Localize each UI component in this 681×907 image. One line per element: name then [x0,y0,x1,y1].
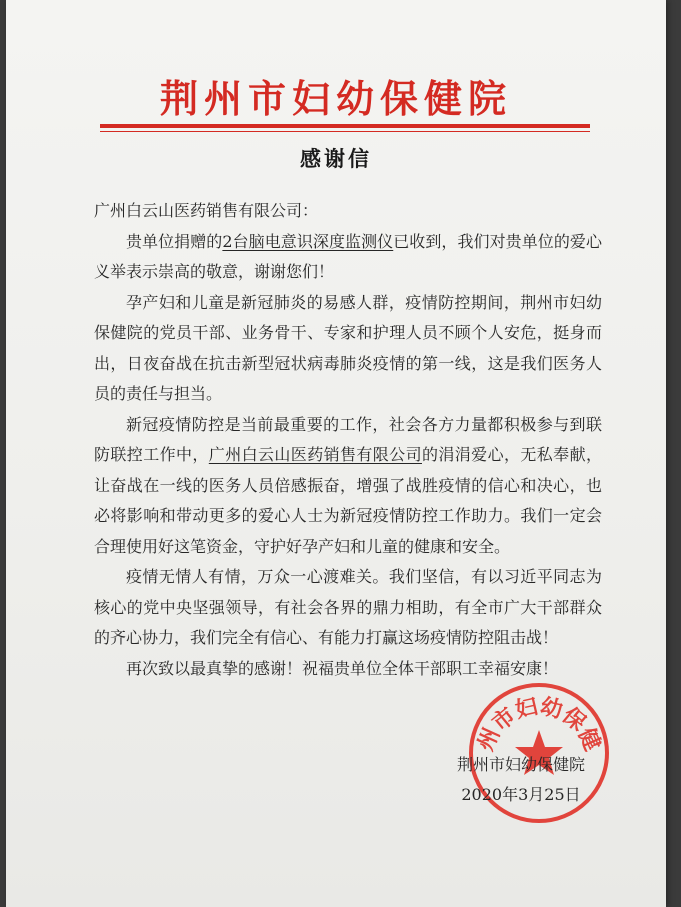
letterhead-rule-thin [100,131,590,132]
donor-name: 广州白云山医药销售有限公司 [208,445,422,464]
seal-text: 州市妇幼保健 [473,694,605,755]
paragraph-2: 孕产妇和儿童是新冠肺炎的易感人群，疫情防控期间，荆州市妇幼保健院的党员干部、业务骨干、专家和护理人员不顾个人安危，挺身而出，日夜奋战在抗击新型冠状病毒肺炎疫情的第一线，这是我们医务人员的责任与担当。 [94,292,602,403]
paragraph-5: 再次致以最真挚的感谢！祝福贵单位全体干部职工幸福安康！ [126,658,559,678]
signature-date: 2020年3月25日 [461,785,581,804]
letter-page [6,0,666,907]
letter-body [94,196,602,684]
paragraph-1-after: 已收到，我们对贵单位的爱心义举表示崇高的敬意，谢谢您们！ [94,231,602,281]
paragraph-3-before: 新冠疫情防控是当前最重要的工作，社会各方力量都积极参与到联防联控工作中， [94,414,602,464]
letterhead-rule-thick [100,124,590,128]
letter-title: 感谢信 [300,146,372,171]
signature-org: 荆州市妇幼保健院 [456,755,585,774]
paragraph-3-after: 的涓涓爱心，无私奉献，让奋战在一线的医务人员倍感振奋，增强了战胜疫情的信心和决心，也必将影响和带动更多的爱心人士为新冠疫情防控工作助力。我们一定会合理使用好这笔资金，守护好孕产妇和儿童的健康和安全。 [94,445,602,556]
paragraph-3 [94,410,602,563]
donation-item: 2台脑电意识深度监测仪 [222,231,394,251]
letterhead-org-name: 荆州市妇幼保健院 [159,77,512,121]
paragraph-1-before: 贵单位捐赠的 [126,231,223,251]
salutation: 广州白云山医药销售有限公司： [94,201,319,220]
signature-block [436,750,606,810]
paragraph-1 [94,227,602,288]
paragraph-4: 疫情无情人有情，万众一心渡难关。我们坚信，有以习近平同志为核心的党中央坚强领导，有社会各界的鼎力相助，有全市广大干部群众的齐心协力，我们完全有信心、有能力打赢这场疫情防控阻击战！ [94,567,602,647]
